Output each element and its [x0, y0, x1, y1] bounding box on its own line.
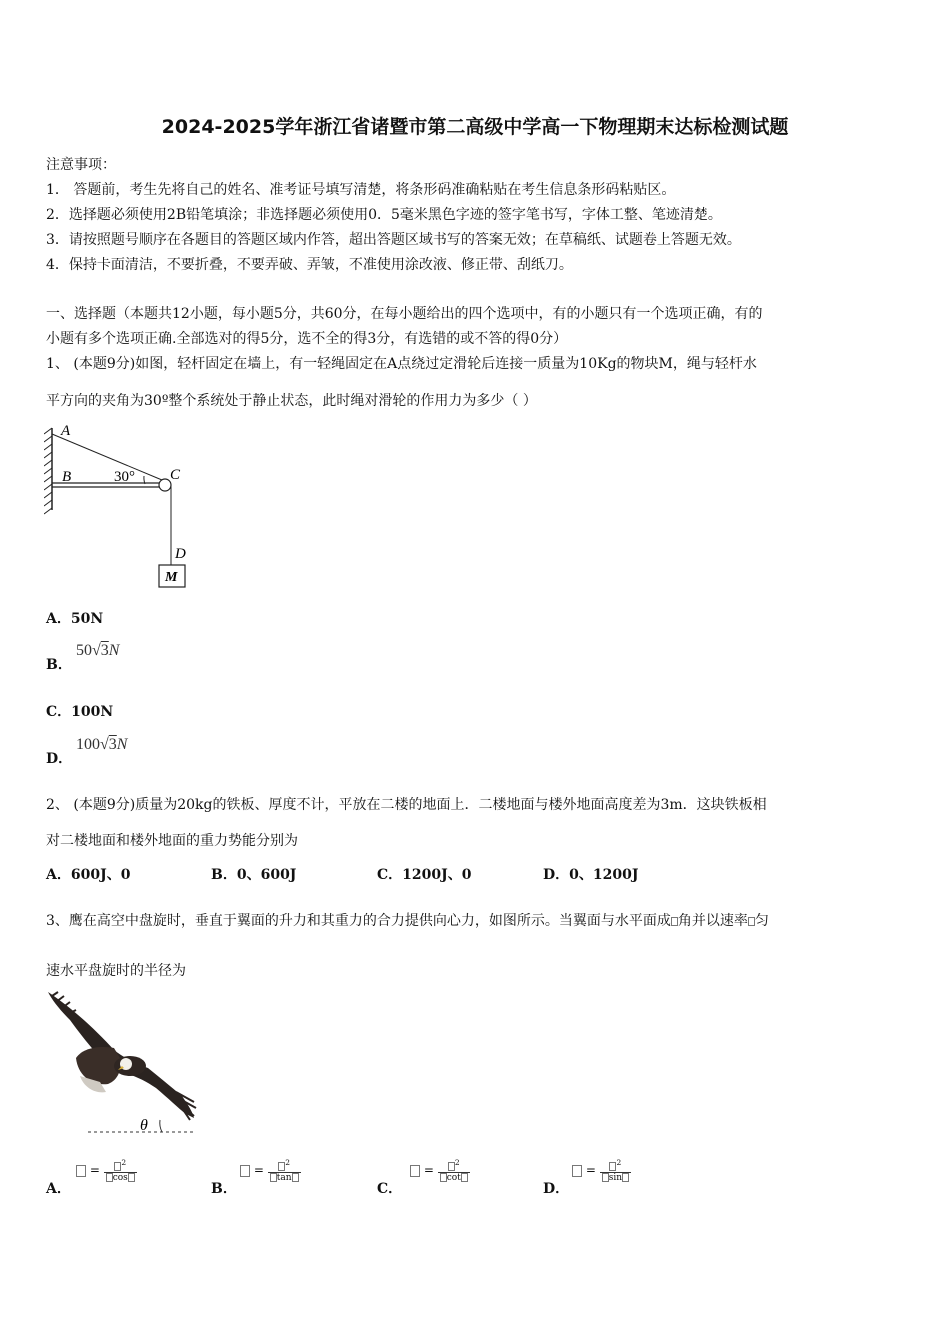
q3-option-d-formula: = $\frac{^2}{\sin}$ [572, 1158, 631, 1183]
label-angle: 30° [114, 469, 135, 485]
q3-stem-line2: 速水平盘旋时的半径为 [46, 963, 186, 979]
q1-stem-line1: 1、 (本题9分)如图，轻杆固定在墙上，有一轻绳固定在A点绕过定滑轮后连接一质量为10Kg的物块M，绳与轻杆水 [46, 356, 757, 372]
q2-option-a: A．600J、0 [46, 867, 131, 883]
q1-option-d-value: 100√3N [76, 736, 128, 753]
q2-stem-line2: 对二楼地面和楼外地面的重力势能分别为 [46, 833, 298, 849]
q3-option-b-formula: = $\frac{^2}{\tan}$ [240, 1158, 301, 1183]
symbol-theta-placeholder [671, 917, 678, 926]
q3-option-c-letter: C． [377, 1181, 403, 1197]
label-d: D [175, 546, 186, 562]
q1-option-d-letter: D． [46, 751, 73, 767]
q1-figure-pulley [44, 420, 204, 592]
q2-option-b: B．0、600J [211, 867, 297, 883]
q3-option-a-formula: = $\frac{^2}{\cos}$ [76, 1158, 137, 1183]
q1-stem-line2: 平方向的夹角为30º整个系统处于静止状态，此时绳对滑轮的作用力为多少（ ） [46, 393, 537, 409]
q3-option-c-formula: = $\frac{^2}{\cot}$ [410, 1158, 470, 1183]
q1-option-c: C．100N [46, 704, 114, 720]
q2-stem-line1: 2、 (本题9分)质量为20kg的铁板、厚度不计，平放在二楼的地面上．二楼地面与楼外地面高度差为3m．这块铁板相 [46, 797, 767, 813]
q3-option-d-letter: D． [543, 1181, 570, 1197]
wall-hatching [44, 428, 52, 514]
symbol-v-placeholder [748, 917, 755, 926]
label-theta: θ [140, 1117, 148, 1134]
q3-figure-eagle [44, 988, 204, 1136]
q1-option-a: A．50N [46, 611, 104, 627]
label-m: M [165, 570, 178, 585]
section-instructions-line1: 一、选择题（本题共12小题，每小题5分，共60分，在每小题给出的四个选项中，有的小题只有一个选项正确，有的 [46, 306, 763, 322]
notice-item-1: 1． 答题前，考生先将自己的姓名、准考证号填写清楚，将条形码准确粘贴在考生信息条形码粘贴区。 [46, 182, 676, 198]
notice-heading: 注意事项： [46, 157, 116, 173]
section-instructions-line2: 小题有多个选项正确.全部选对的得5分，选不全的得3分，有选错的或不答的得0分） [46, 331, 568, 347]
notice-item-3: 3．请按照题号顺序在各题目的答题区域内作答，超出答题区域书写的答案无效；在草稿纸、试题卷上答题无效。 [46, 232, 741, 248]
q3-option-a-letter: A． [46, 1181, 71, 1197]
label-c: C [170, 467, 181, 483]
label-a: A [61, 423, 71, 439]
notice-item-4: 4．保持卡面清洁，不要折叠，不要弄破、弄皱，不准使用涂改液、修正带、刮纸刀。 [46, 257, 573, 273]
theta-arc [160, 1120, 162, 1132]
q1-option-b-letter: B． [46, 657, 72, 673]
q3-option-b-letter: B． [211, 1181, 237, 1197]
q2-option-d: D．0、1200J [543, 867, 639, 883]
notice-item-2: 2．选择题必须使用2B铅笔填涂；非选择题必须使用0．5毫米黑色字迹的签字笔书写，字体工整、笔迹清楚。 [46, 207, 722, 223]
eagle-illustration [48, 992, 196, 1120]
q3-stem-line1: 3、鹰在高空中盘旋时，垂直于翼面的升力和其重力的合力提供向心力，如图所示。当翼面与水平面成 角并以速率 匀 [46, 913, 769, 929]
page-title: 2024-2025学年浙江省诸暨市第二高级中学高一下物理期末达标检测试题 [161, 116, 789, 138]
q2-option-c: C．1200J、0 [377, 867, 472, 883]
label-b: B [62, 469, 72, 485]
q1-option-b-value: 50√3N [76, 642, 120, 659]
